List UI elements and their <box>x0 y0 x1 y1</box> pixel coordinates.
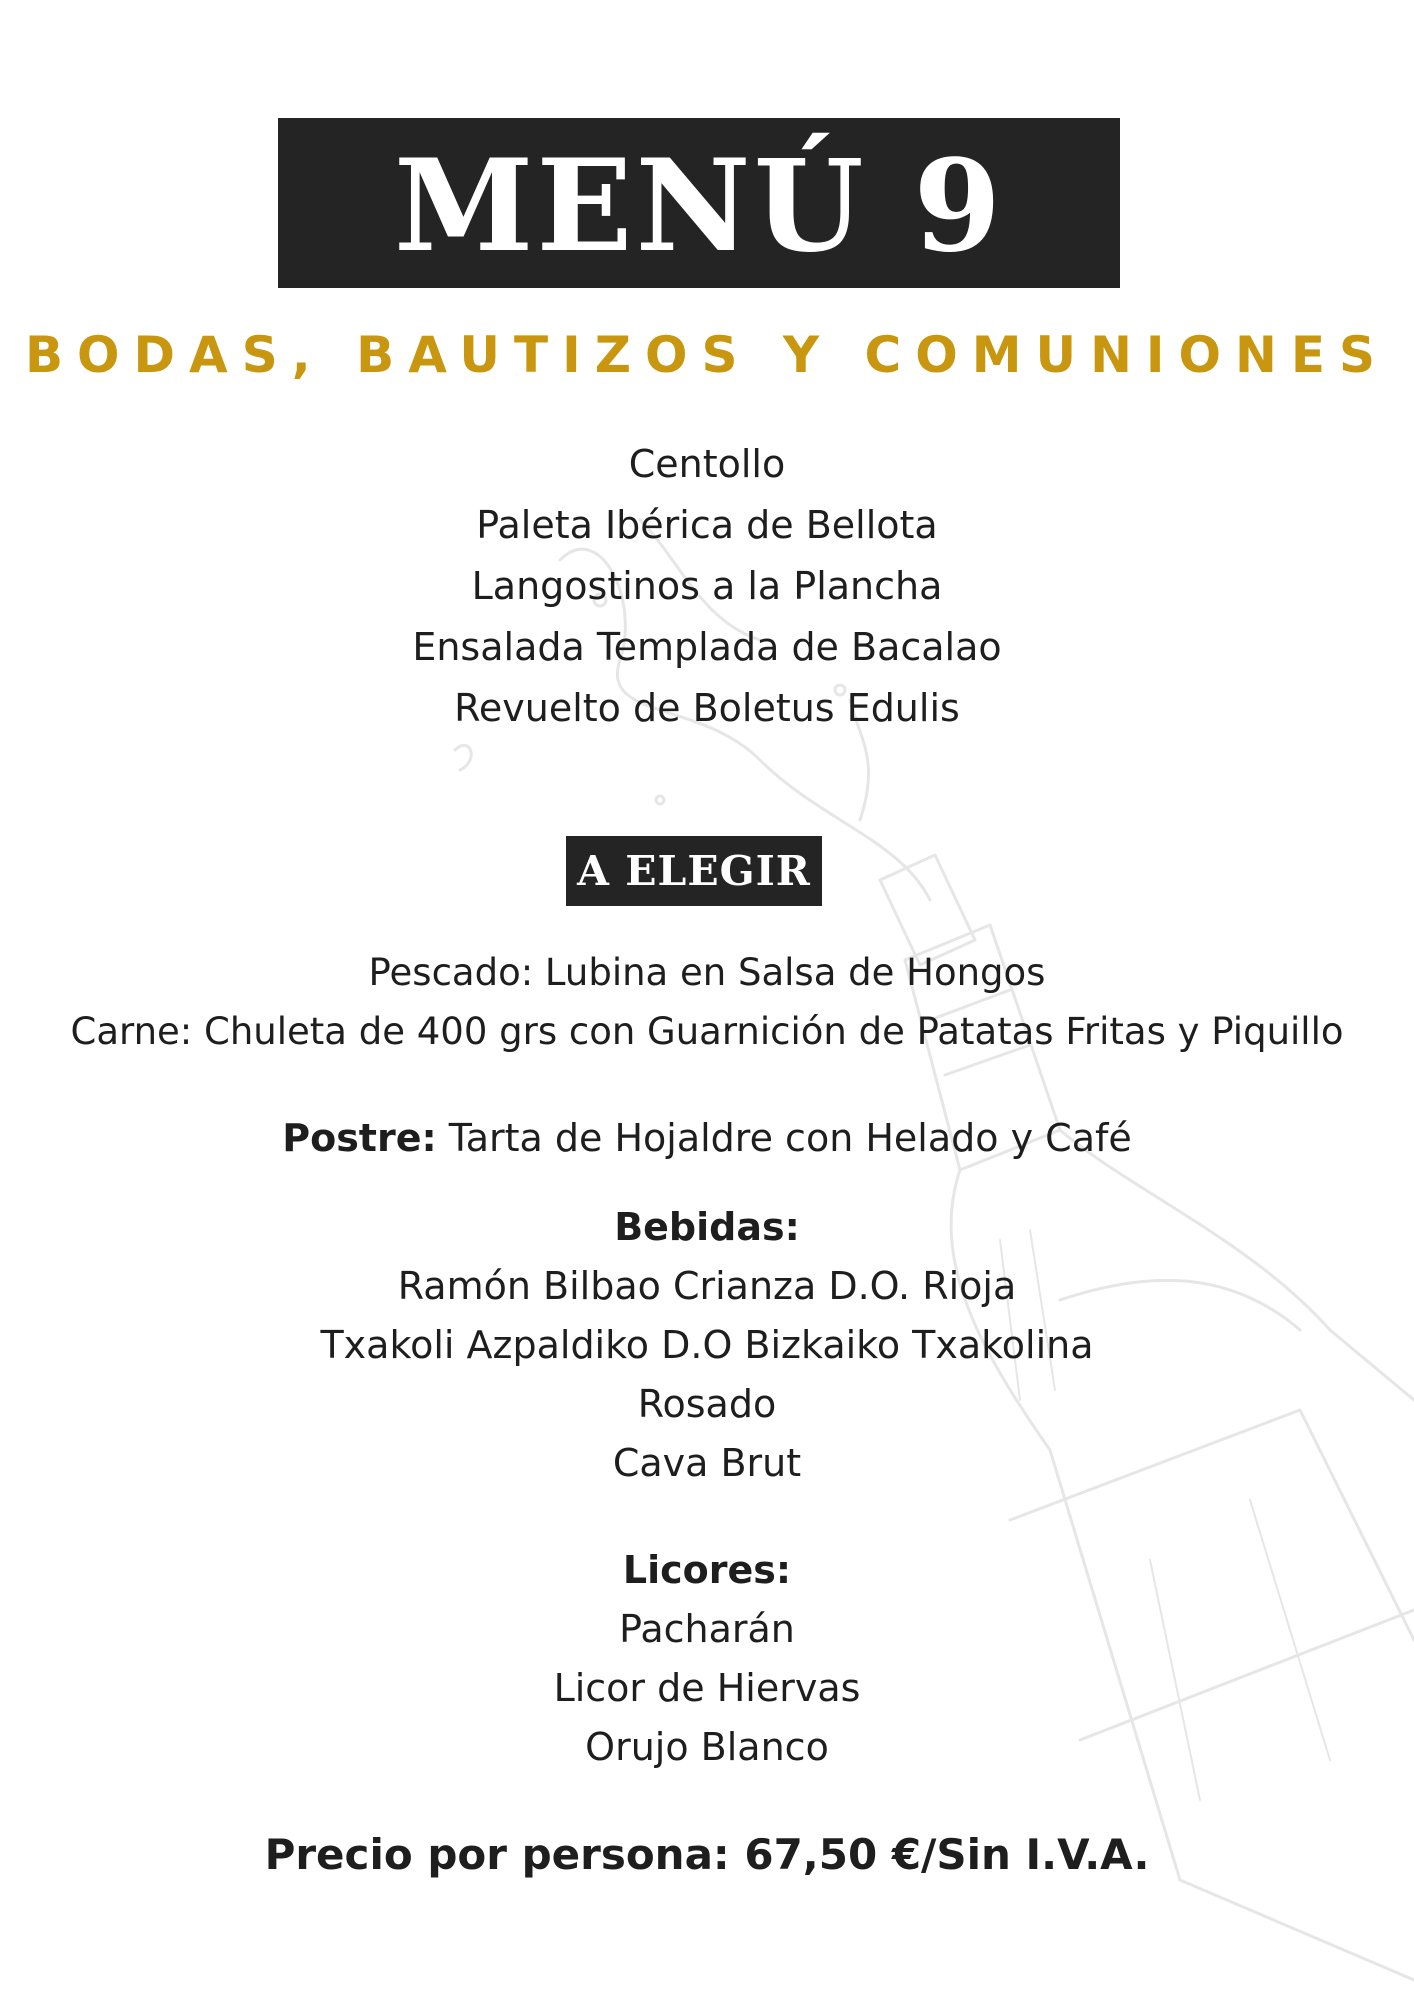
list-item: Carne: Chuleta de 400 grs con Guarnición de Patatas Fritas y Piquillo <box>70 1010 1344 1053</box>
liquors-list <box>0 1541 1414 1777</box>
dessert-label: Postre: <box>282 1116 437 1160</box>
choose-label: A ELEGIR <box>577 847 811 895</box>
list-item: Revuelto de Boletus Edulis <box>454 686 960 730</box>
list-item: Centollo <box>628 442 786 486</box>
drinks-heading: Bebidas: <box>614 1205 800 1249</box>
title-banner <box>278 118 1120 288</box>
choose-banner <box>566 836 822 906</box>
list-item: Licor de Hiervas <box>553 1666 861 1710</box>
liquors-heading: Licores: <box>622 1548 792 1592</box>
list-item: Orujo Blanco <box>585 1725 829 1769</box>
price-line: Precio por persona: 67,50 €/Sin I.V.A. <box>264 1830 1150 1879</box>
list-item: Rosado <box>637 1382 777 1426</box>
list-item: Ensalada Templada de Bacalao <box>412 625 1002 669</box>
list-item: Ramón Bilbao Crianza D.O. Rioja <box>397 1264 1017 1308</box>
list-item: Pacharán <box>619 1607 795 1651</box>
list-item: Langostinos a la Plancha <box>471 564 943 608</box>
list-item: Pescado: Lubina en Salsa de Hongos <box>368 951 1046 994</box>
mains-list <box>0 943 1414 1061</box>
list-item: Cava Brut <box>612 1441 802 1485</box>
page-title: MENÚ 9 <box>393 132 1005 280</box>
drinks-list <box>0 1198 1414 1493</box>
dessert-line <box>0 1108 1414 1169</box>
dessert-text: Tarta de Hojaldre con Helado y Café <box>448 1116 1132 1160</box>
subtitle: BODAS, BAUTIZOS Y COMUNIONES <box>24 326 1390 384</box>
list-item: Txakoli Azpaldiko D.O Bizkaiko Txakolina <box>320 1323 1094 1367</box>
list-item: Paleta Ibérica de Bellota <box>476 503 938 547</box>
starters-list <box>0 434 1414 739</box>
